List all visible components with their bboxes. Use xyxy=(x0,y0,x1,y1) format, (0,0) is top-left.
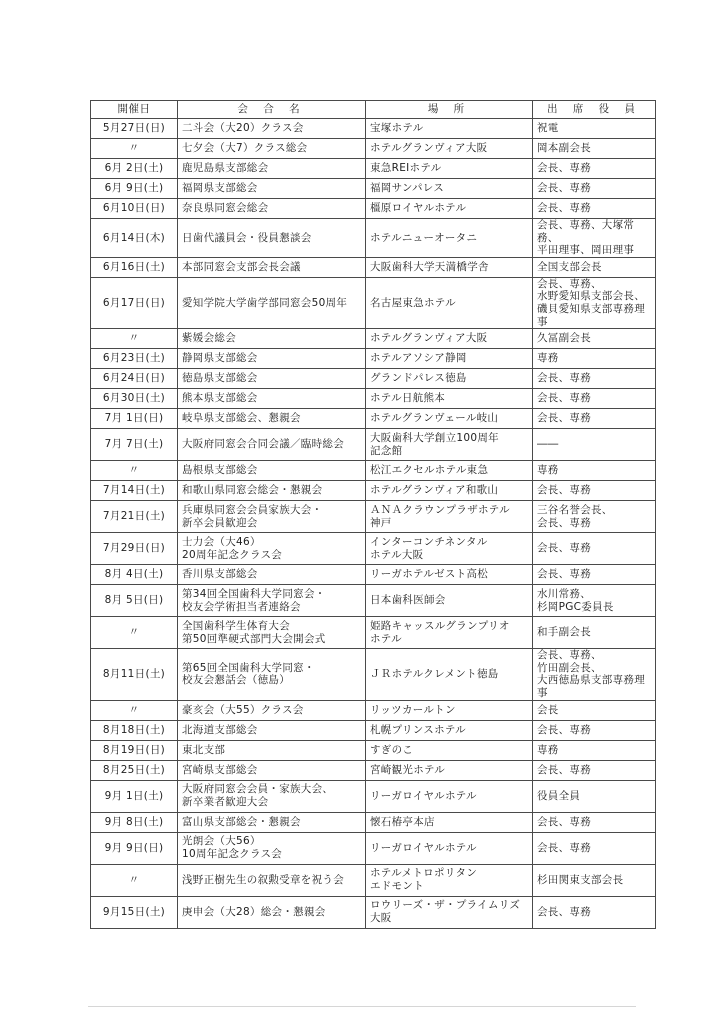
date-cell: 9月 1日(土) xyxy=(91,780,178,812)
date-cell: 9月 8日(土) xyxy=(91,812,178,832)
meeting-cell: 二斗会（大20）クラス会 xyxy=(178,119,366,139)
meeting-cell: 豪亥会（大55）クラス会 xyxy=(178,700,366,720)
date-cell: 9月 9日(日) xyxy=(91,832,178,864)
table-row xyxy=(91,565,656,585)
attendees-cell: 会長、専務 xyxy=(533,179,656,199)
venue-cell: リーガロイヤルホテル xyxy=(366,780,533,812)
attendees-cell: 会長 xyxy=(533,700,656,720)
date-cell: 9月15日(土) xyxy=(91,896,178,928)
venue-cell: リーガホテルゼスト高松 xyxy=(366,565,533,585)
venue-cell: グランドパレス徳島 xyxy=(366,369,533,389)
table-row xyxy=(91,533,656,565)
meeting-cell: 東北支部 xyxy=(178,740,366,760)
table-row xyxy=(91,585,656,617)
date-cell: 〃 xyxy=(91,329,178,349)
attendees-cell: 会長、専務 xyxy=(533,409,656,429)
table-row xyxy=(91,864,656,896)
meeting-cell: 浅野正樹先生の叙勲受章を祝う会 xyxy=(178,864,366,896)
table-row xyxy=(91,219,656,258)
attendees-cell: 専務 xyxy=(533,461,656,481)
date-cell: 8月25日(土) xyxy=(91,760,178,780)
date-cell: 6月 2日(土) xyxy=(91,159,178,179)
date-cell: 5月27日(日) xyxy=(91,119,178,139)
attendees-cell: 専務 xyxy=(533,349,656,369)
meeting-cell: 本部同窓会支部会長会議 xyxy=(178,257,366,277)
attendees-cell: 和手副会長 xyxy=(533,617,656,649)
attendees-cell: 会長、専務 xyxy=(533,159,656,179)
venue-cell: リーガロイヤルホテル xyxy=(366,832,533,864)
date-cell: 8月19日(日) xyxy=(91,740,178,760)
meeting-cell: 富山県支部総会・懇親会 xyxy=(178,812,366,832)
date-cell: 7月 1日(日) xyxy=(91,409,178,429)
venue-cell: 名古屋東急ホテル xyxy=(366,277,533,328)
date-cell: 8月18日(土) xyxy=(91,720,178,740)
venue-cell: リッツカールトン xyxy=(366,700,533,720)
attendees-cell: 会長、専務 xyxy=(533,720,656,740)
table-row xyxy=(91,720,656,740)
venue-cell: ホテル日航熊本 xyxy=(366,389,533,409)
meeting-cell: 鹿児島県支部総会 xyxy=(178,159,366,179)
table-row xyxy=(91,780,656,812)
attendees-cell: ―― xyxy=(533,429,656,461)
meeting-cell: 静岡県支部総会 xyxy=(178,349,366,369)
table-row xyxy=(91,369,656,389)
venue-cell: 松江エクセルホテル東急 xyxy=(366,461,533,481)
table-row xyxy=(91,832,656,864)
venue-cell: ホテルグランヴェール岐山 xyxy=(366,409,533,429)
table-row xyxy=(91,179,656,199)
schedule-body xyxy=(91,119,656,929)
venue-cell: 宮崎観光ホテル xyxy=(366,760,533,780)
date-cell: 6月30日(土) xyxy=(91,389,178,409)
schedule-table xyxy=(90,100,656,929)
meeting-cell: 奈良県同窓会総会 xyxy=(178,199,366,219)
meeting-cell: 和歌山県同窓会総会・懇親会 xyxy=(178,481,366,501)
venue-cell: 大阪歯科大学創立100周年 記念館 xyxy=(366,429,533,461)
date-cell: 6月14日(木) xyxy=(91,219,178,258)
table-row xyxy=(91,389,656,409)
table-row xyxy=(91,349,656,369)
meeting-cell: 庚申会（大28）総会・懇親会 xyxy=(178,896,366,928)
meeting-cell: 岐阜県支部総会、懇親会 xyxy=(178,409,366,429)
venue-cell: 宝塚ホテル xyxy=(366,119,533,139)
venue-cell: ホテルニューオータニ xyxy=(366,219,533,258)
table-row xyxy=(91,760,656,780)
table-row xyxy=(91,700,656,720)
attendees-cell: 会長、専務 xyxy=(533,812,656,832)
meeting-cell: 兵庫県同窓会会員家族大会・ 新卒会員歓迎会 xyxy=(178,501,366,533)
table-row xyxy=(91,409,656,429)
date-cell: 〃 xyxy=(91,617,178,649)
meeting-cell: 宮崎県支部総会 xyxy=(178,760,366,780)
venue-cell: ホテルアソシア静岡 xyxy=(366,349,533,369)
venue-cell: ホテルグランヴィア和歌山 xyxy=(366,481,533,501)
venue-cell: ロウリーズ・ザ・プライムリズ 大阪 xyxy=(366,896,533,928)
attendees-cell: 水川常務、 杉岡PGC委員長 xyxy=(533,585,656,617)
date-cell: 〃 xyxy=(91,139,178,159)
header-date: 開催日 xyxy=(91,101,178,119)
date-cell: 8月 4日(土) xyxy=(91,565,178,585)
table-row xyxy=(91,896,656,928)
table-row xyxy=(91,139,656,159)
header-venue: 場 所 xyxy=(366,101,533,119)
meeting-cell: 徳島県支部総会 xyxy=(178,369,366,389)
date-cell: 7月14日(土) xyxy=(91,481,178,501)
meeting-cell: 福岡県支部総会 xyxy=(178,179,366,199)
attendees-cell: 会長、専務 xyxy=(533,481,656,501)
table-row xyxy=(91,119,656,139)
date-cell: 6月17日(日) xyxy=(91,277,178,328)
attendees-cell: 会長、専務 xyxy=(533,369,656,389)
date-cell: 7月 7日(土) xyxy=(91,429,178,461)
venue-cell: 大阪歯科大学天満橋学舎 xyxy=(366,257,533,277)
attendees-cell: 久冨副会長 xyxy=(533,329,656,349)
table-row xyxy=(91,199,656,219)
attendees-cell: 会長、専務 xyxy=(533,533,656,565)
meeting-cell: 第34回全国歯科大学同窓会・ 校友会学術担当者連絡会 xyxy=(178,585,366,617)
meeting-cell: 北海道支部総会 xyxy=(178,720,366,740)
table-row xyxy=(91,617,656,649)
meeting-cell: 香川県支部総会 xyxy=(178,565,366,585)
table-row xyxy=(91,649,656,700)
table-row xyxy=(91,277,656,328)
date-cell: 〃 xyxy=(91,461,178,481)
date-cell: 〃 xyxy=(91,864,178,896)
meeting-cell: 第65回全国歯科大学同窓・ 校友会懇話会（徳島） xyxy=(178,649,366,700)
meeting-cell: 日歯代議員会・役員懇談会 xyxy=(178,219,366,258)
table-row xyxy=(91,329,656,349)
venue-cell: ＪＲホテルクレメント徳島 xyxy=(366,649,533,700)
date-cell: 〃 xyxy=(91,700,178,720)
venue-cell: 東急REIホテル xyxy=(366,159,533,179)
attendees-cell: 専務 xyxy=(533,740,656,760)
header-meeting: 会 合 名 xyxy=(178,101,366,119)
attendees-cell: 全国支部会長 xyxy=(533,257,656,277)
meeting-cell: 熊本県支部総会 xyxy=(178,389,366,409)
attendees-cell: 会長、専務 xyxy=(533,832,656,864)
attendees-cell: 役員全員 xyxy=(533,780,656,812)
table-row xyxy=(91,812,656,832)
meeting-cell: 紫媛会総会 xyxy=(178,329,366,349)
attendees-cell: 会長、専務 xyxy=(533,389,656,409)
attendees-cell: 会長、専務 xyxy=(533,199,656,219)
date-cell: 6月24日(日) xyxy=(91,369,178,389)
date-cell: 7月29日(日) xyxy=(91,533,178,565)
date-cell: 6月10日(日) xyxy=(91,199,178,219)
attendees-cell: 祝電 xyxy=(533,119,656,139)
table-row xyxy=(91,481,656,501)
date-cell: 6月16日(土) xyxy=(91,257,178,277)
date-cell: 8月 5日(日) xyxy=(91,585,178,617)
meeting-cell: 愛知学院大学歯学部同窓会50周年 xyxy=(178,277,366,328)
meeting-cell: 島根県支部総会 xyxy=(178,461,366,481)
meeting-cell: 全国歯科学生体育大会 第50回準硬式部門大会開会式 xyxy=(178,617,366,649)
venue-cell: すぎのこ xyxy=(366,740,533,760)
attendees-cell: 会長、専務 xyxy=(533,896,656,928)
page-edge-line xyxy=(88,1006,636,1007)
attendees-cell: 会長、専務 xyxy=(533,565,656,585)
meeting-cell: 大阪府同窓会合同会議／臨時総会 xyxy=(178,429,366,461)
table-row xyxy=(91,501,656,533)
attendees-cell: 会長、専務、大塚常務、 平田理事、岡田理事 xyxy=(533,219,656,258)
table-row xyxy=(91,159,656,179)
attendees-cell: 会長、専務 xyxy=(533,760,656,780)
date-cell: 6月23日(土) xyxy=(91,349,178,369)
attendees-cell: 杉田関東支部会長 xyxy=(533,864,656,896)
meeting-cell: 七夕会（大7）クラス総会 xyxy=(178,139,366,159)
venue-cell: ホテルメトロポリタン エドモント xyxy=(366,864,533,896)
venue-cell: 姫路キャッスルグランプリオ ホテル xyxy=(366,617,533,649)
table-row xyxy=(91,740,656,760)
table-row xyxy=(91,461,656,481)
date-cell: 6月 9日(土) xyxy=(91,179,178,199)
venue-cell: インターコンチネンタル ホテル大阪 xyxy=(366,533,533,565)
meeting-cell: 大阪府同窓会会員・家族大会、 新卒業者歓迎大会 xyxy=(178,780,366,812)
date-cell: 7月21日(土) xyxy=(91,501,178,533)
venue-cell: 懐石椿亭本店 xyxy=(366,812,533,832)
venue-cell: ＡＮＡクラウンプラザホテル 神戸 xyxy=(366,501,533,533)
venue-cell: 札幌プリンスホテル xyxy=(366,720,533,740)
attendees-cell: 会長、専務、 竹田副会長、 大西徳島県支部専務理事 xyxy=(533,649,656,700)
date-cell: 8月11日(土) xyxy=(91,649,178,700)
meeting-cell: 士力会（大46） 20周年記念クラス会 xyxy=(178,533,366,565)
attendees-cell: 三谷名誉会長、 会長、専務 xyxy=(533,501,656,533)
venue-cell: 福岡サンパレス xyxy=(366,179,533,199)
header-attendees: 出 席 役 員 xyxy=(533,101,656,119)
attendees-cell: 会長、専務、 水野愛知県支部会長、 磯貝愛知県支部専務理事 xyxy=(533,277,656,328)
attendees-cell: 岡本副会長 xyxy=(533,139,656,159)
table-row xyxy=(91,257,656,277)
venue-cell: 日本歯科医師会 xyxy=(366,585,533,617)
meeting-cell: 光朗会（大56） 10周年記念クラス会 xyxy=(178,832,366,864)
table-header-row xyxy=(91,101,656,119)
venue-cell: 橿原ロイヤルホテル xyxy=(366,199,533,219)
table-row xyxy=(91,429,656,461)
venue-cell: ホテルグランヴィア大阪 xyxy=(366,139,533,159)
venue-cell: ホテルグランヴィア大阪 xyxy=(366,329,533,349)
